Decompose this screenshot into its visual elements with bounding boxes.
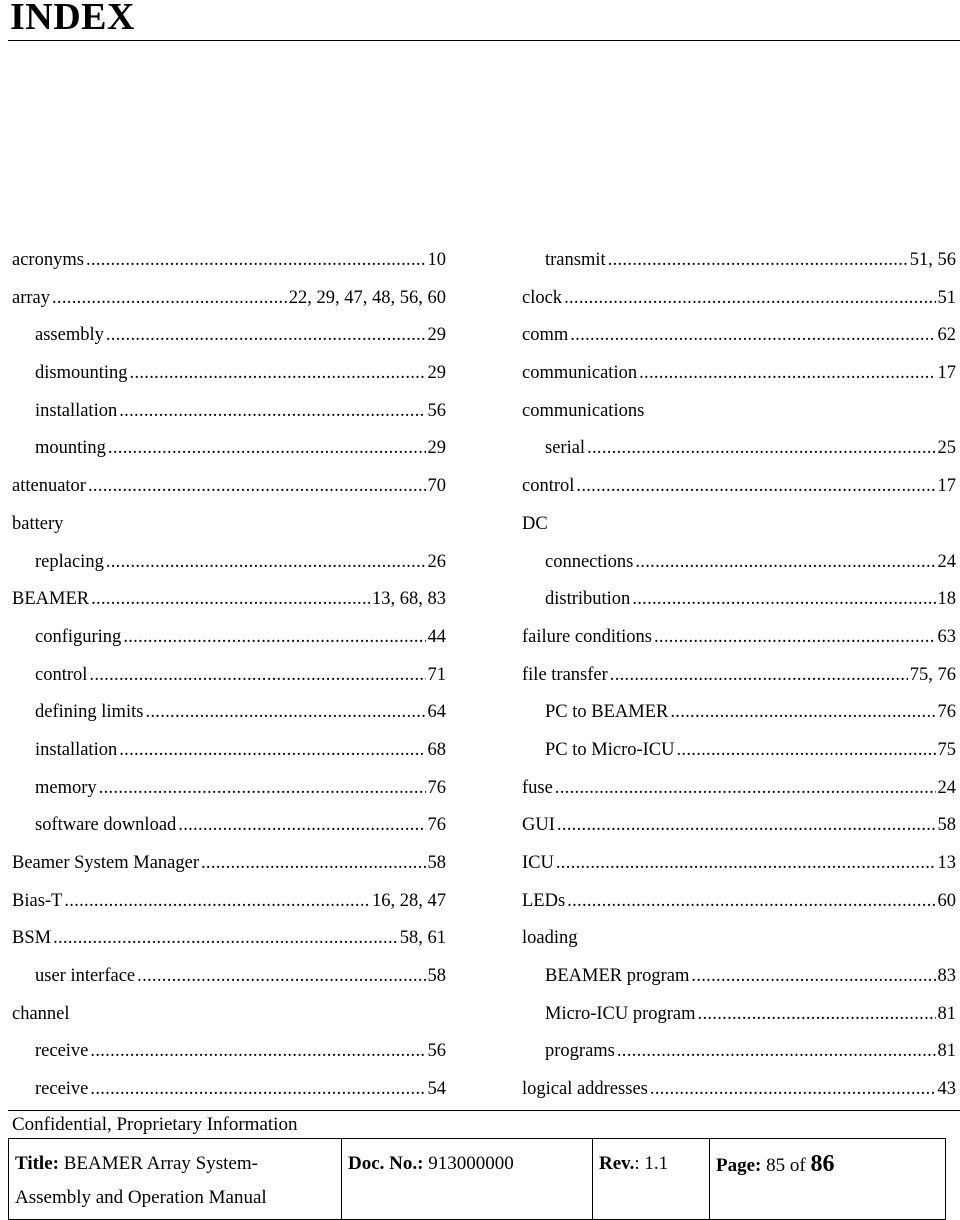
footer-divider <box>8 1110 960 1111</box>
dot-leader <box>587 430 935 468</box>
index-pages: 71 <box>427 664 446 685</box>
dot-leader <box>564 280 935 318</box>
title-divider <box>8 40 960 41</box>
index-pages: 58, 61 <box>399 928 446 949</box>
dot-leader <box>53 920 398 958</box>
index-term: Micro-ICU program <box>545 1003 696 1024</box>
dot-leader <box>106 544 426 582</box>
index-pages: 56 <box>427 1041 446 1062</box>
index-term: installation <box>35 739 118 760</box>
title-label: Title: <box>15 1153 59 1174</box>
index-pages: 18 <box>937 589 956 610</box>
index-pages: 75 <box>937 739 956 760</box>
index-entry <box>12 883 446 921</box>
index-pages: 29 <box>427 363 446 384</box>
index-pages: 62 <box>937 325 956 346</box>
index-term: GUI <box>522 815 555 836</box>
index-pages: 13, 68, 83 <box>372 589 446 610</box>
index-entry <box>12 657 446 695</box>
index-pages: 10 <box>427 250 446 270</box>
page-label: Page: <box>716 1155 762 1176</box>
index-pages: 81 <box>937 1041 956 1062</box>
index-term: BEAMER program <box>545 966 690 987</box>
index-term: attenuator <box>12 476 86 497</box>
index-entry <box>522 1071 956 1109</box>
index-pages: 58 <box>427 853 446 873</box>
index-term: assembly <box>35 325 104 346</box>
revision-label: Rev. <box>599 1153 635 1174</box>
confidential-notice: Confidential, Proprietary Information <box>12 1114 298 1135</box>
dot-leader <box>677 732 936 770</box>
page-of: of <box>789 1155 806 1176</box>
index-entry <box>522 996 956 1034</box>
index-pages: 43 <box>937 1079 956 1100</box>
dot-leader <box>557 807 936 845</box>
index-entry <box>12 807 446 845</box>
index-term: communications <box>522 400 645 421</box>
index-pages: 44 <box>427 626 446 647</box>
index-term: control <box>35 664 88 685</box>
index-pages: 24 <box>937 777 956 798</box>
index-term: transmit <box>545 250 606 270</box>
dot-leader <box>145 694 425 732</box>
dot-leader <box>608 242 908 280</box>
index-entry <box>522 242 956 280</box>
dot-leader <box>178 807 425 845</box>
index-term: fuse <box>522 777 553 798</box>
index-entry <box>12 694 446 732</box>
dot-leader <box>119 393 425 431</box>
document-info-table <box>8 1138 946 1220</box>
index-term: software download <box>35 815 177 836</box>
page-number-cell <box>710 1139 946 1220</box>
dot-leader <box>670 694 935 732</box>
dot-leader <box>52 280 287 318</box>
index-pages: 17 <box>937 363 956 384</box>
dot-leader <box>90 1071 425 1109</box>
index-term: receive <box>35 1079 89 1100</box>
index-term: channel <box>12 1003 70 1024</box>
index-term: LEDs <box>522 890 566 911</box>
index-entry <box>12 732 446 770</box>
index-term: BSM <box>12 928 52 949</box>
index-entry <box>522 1033 956 1071</box>
index-entry <box>522 770 956 808</box>
index-term: control <box>522 476 575 497</box>
index-pages: 25 <box>937 438 956 459</box>
index-entry <box>522 619 956 657</box>
page-current: 85 <box>766 1155 786 1176</box>
index-entry <box>12 958 446 996</box>
index-pages: 16, 28, 47 <box>372 890 446 911</box>
index-pages: 81 <box>937 1003 956 1024</box>
index-pages: 83 <box>937 966 956 987</box>
index-entry <box>522 958 956 996</box>
index-pages: 51, 56 <box>909 250 956 270</box>
index-pages: 29 <box>427 325 446 346</box>
dot-leader <box>691 958 935 996</box>
dot-leader <box>632 581 935 619</box>
index-term: serial <box>545 438 586 459</box>
title-line2: Assembly and Operation Manual <box>15 1187 267 1208</box>
index-pages: 29 <box>427 438 446 459</box>
index-term: clock <box>522 287 563 308</box>
dot-leader <box>570 317 935 355</box>
dot-leader <box>201 845 426 883</box>
index-pages: 24 <box>937 551 956 572</box>
index-pages: 76 <box>937 702 956 723</box>
index-term: user interface <box>35 966 136 987</box>
index-entry <box>12 506 446 544</box>
index-pages: 13 <box>937 853 956 873</box>
index-entry <box>522 430 956 468</box>
index-term: acronyms <box>12 250 84 270</box>
revision-value: : 1.1 <box>634 1153 669 1174</box>
dot-leader <box>89 657 425 695</box>
dot-leader <box>119 732 425 770</box>
index-entry <box>522 280 956 318</box>
page-title: INDEX <box>10 0 135 38</box>
index-entry <box>522 581 956 619</box>
dot-leader <box>99 770 426 808</box>
index-term: ICU <box>522 853 554 873</box>
dot-leader <box>88 468 426 506</box>
dot-leader <box>86 242 426 280</box>
index-pages: 58 <box>427 966 446 987</box>
index-term: receive <box>35 1041 89 1062</box>
index-term: PC to BEAMER <box>545 702 669 723</box>
index-term: logical addresses <box>522 1079 648 1100</box>
index-term: PC to Micro-ICU <box>545 739 675 760</box>
dot-leader <box>130 355 426 393</box>
index-entry <box>522 694 956 732</box>
index-term: comm <box>522 325 569 346</box>
index-entry <box>12 619 446 657</box>
dot-leader <box>698 996 936 1034</box>
index-term: defining limits <box>35 702 144 723</box>
index-term: BEAMER <box>12 589 90 610</box>
index-pages: 63 <box>937 626 956 647</box>
index-entry <box>12 1071 446 1109</box>
index-term: installation <box>35 400 118 421</box>
doc-number-label: Doc. No.: <box>348 1153 424 1174</box>
index-pages: 54 <box>427 1079 446 1100</box>
dot-leader <box>650 1071 936 1109</box>
index-pages: 76 <box>427 777 446 798</box>
dot-leader <box>64 883 370 921</box>
index-entry <box>12 468 446 506</box>
index-term: programs <box>545 1041 615 1062</box>
dot-leader <box>137 958 425 996</box>
dot-leader <box>654 619 936 657</box>
index-pages: 75, 76 <box>909 664 956 685</box>
index-entry <box>522 468 956 506</box>
index-column-left <box>12 242 446 1109</box>
index-entry <box>12 996 446 1034</box>
index-term: configuring <box>35 626 122 647</box>
index-term: DC <box>522 513 548 534</box>
dot-leader <box>610 657 908 695</box>
dot-leader <box>108 430 426 468</box>
index-term: Beamer System Manager <box>12 853 199 873</box>
index-term: array <box>12 287 50 308</box>
index-entry <box>522 920 956 958</box>
dot-leader <box>90 1033 425 1071</box>
index-term: mounting <box>35 438 106 459</box>
index-entry <box>522 845 956 883</box>
index-pages: 17 <box>937 476 956 497</box>
index-entry <box>12 430 446 468</box>
revision-cell <box>593 1139 710 1220</box>
index-pages: 76 <box>427 815 446 836</box>
index-pages: 64 <box>427 702 446 723</box>
doc-number-cell <box>342 1139 593 1220</box>
dot-leader <box>635 544 935 582</box>
index-term: connections <box>545 551 634 572</box>
index-pages: 70 <box>427 476 446 497</box>
index-column-right <box>522 242 956 1109</box>
index-entry <box>12 317 446 355</box>
index-term: dismounting <box>35 363 128 384</box>
index-entry <box>522 506 956 544</box>
dot-leader <box>617 1033 936 1071</box>
index-entry <box>12 242 446 280</box>
index-entry <box>522 393 956 431</box>
index-pages: 51 <box>937 287 956 308</box>
index-entry <box>12 544 446 582</box>
index-entry <box>12 280 446 318</box>
index-term: loading <box>522 928 578 949</box>
index-term: battery <box>12 513 64 534</box>
title-line1: BEAMER Array System- <box>63 1153 258 1174</box>
doc-number-value: 913000000 <box>428 1153 514 1174</box>
index-pages: 56 <box>427 400 446 421</box>
index-entry <box>12 393 446 431</box>
index-pages: 26 <box>427 551 446 572</box>
index-term: file transfer <box>522 664 608 685</box>
index-pages: 68 <box>427 739 446 760</box>
index-entry <box>12 920 446 958</box>
index-term: Bias-T <box>12 890 63 911</box>
dot-leader <box>123 619 425 657</box>
dot-leader <box>91 581 370 619</box>
index-entry <box>522 317 956 355</box>
index-entry <box>522 807 956 845</box>
page-total: 86 <box>810 1151 835 1177</box>
dot-leader <box>556 845 936 883</box>
dot-leader <box>567 883 935 921</box>
index-term: failure conditions <box>522 626 652 647</box>
index-entry <box>522 732 956 770</box>
dot-leader <box>639 355 935 393</box>
doc-title-cell <box>9 1139 342 1220</box>
index-pages: 22, 29, 47, 48, 56, 60 <box>288 287 446 308</box>
index-pages: 58 <box>937 815 956 836</box>
index-term: distribution <box>545 589 631 610</box>
index-pages: 60 <box>937 890 956 911</box>
dot-leader <box>555 770 936 808</box>
dot-leader <box>576 468 935 506</box>
index-entry <box>12 770 446 808</box>
index-entry <box>522 883 956 921</box>
index-entry <box>12 581 446 619</box>
index-entry <box>522 355 956 393</box>
index-entry <box>12 355 446 393</box>
index-entry <box>12 1033 446 1071</box>
index-term: replacing <box>35 551 104 572</box>
index-entry <box>522 544 956 582</box>
index-term: communication <box>522 363 638 384</box>
index-entry <box>12 845 446 883</box>
index-term: memory <box>35 777 97 798</box>
dot-leader <box>106 317 426 355</box>
index-entry <box>522 657 956 695</box>
